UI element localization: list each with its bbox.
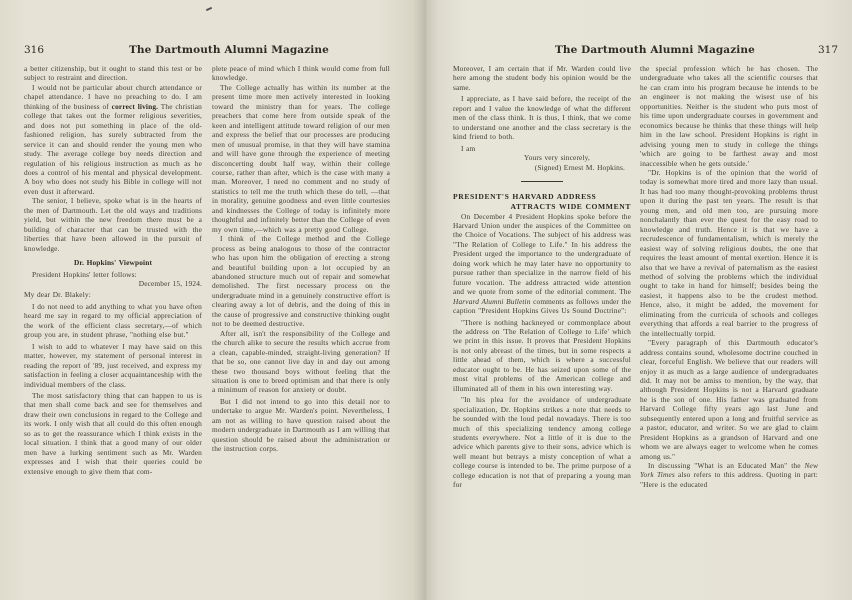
paragraph: I would not be particular about church attendance or chapel attendance. I have no preaching to do. I am thinking of the business of correct living. The christian college that takes out the former religious severities, and does not put something in place of the old-fashioned religion, has surely subtracted from the service it can and should render the young men who study. The average college boy needs direction and regulation of his religious instruction as much as he does a control of his mental and physical development. A boy who does not study his Bible in college will not even dust it afterward. — [24, 82, 202, 196]
bold-phrase: correct living. — [111, 101, 159, 111]
intro-line: President Hopkins' letter follows: — [32, 269, 137, 279]
paragraph: I do not need to add anything to what you have often heard me say in regard to my official appreciation of the work of the efficient class secretary,—of which group you are, in student phrase, "nothing else but." — [24, 301, 202, 340]
article-title-line-1: PRESIDENT'S HARVARD ADDRESS — [453, 191, 597, 201]
signature: (Signed) Ernest M. Hopkins. — [534, 162, 625, 172]
paragraph: plete peace of mind which I think would come from full knowledge. — [212, 64, 390, 83]
paragraph: The College actually has within its number at the present time more men actively interested in looking toward the ministry than for years. The college preachers that come here from outside speak of the keen and intelligent attitude toward religion of our men and express the belief that our processes are producing men of unusual promise, in that they will have stamina and will have gone through the experience of meeting disconcerting doubt half way, within their college course, rather than after, which is the case with many a man. Moreover, I need no comment and no study of statistics to tell me the truth which these do tell, —that in morality, genuine goodness and even little courtesies and kindnesses the College of today is infinitely more thoughtful and infinitely better than the College of even my own time,—which was a pretty good College. — [212, 82, 390, 234]
running-head-left: The Dartmouth Alumni Magazine — [129, 44, 329, 56]
paragraph: The senior, I believe, spoke what is in the hearts of the men of Dartmouth. Let the old ways and traditions yield, but within the new freedom there must be a building of character that can be trusted with the liberties that have been allowed in the pursuit of knowledge. — [24, 196, 202, 253]
article-title-line-2: ATTRACTS WIDE COMMENT — [510, 201, 631, 211]
stray-mark — [206, 7, 212, 11]
paragraph: a better citizenship, but it ought to stand this test or be subject to restraint and direction. — [24, 64, 202, 83]
paragraph: On December 4 President Hopkins spoke before the Harvard Union under the auspices of the Committee on the Choice of Vocations. The subject of his address was "The Relation of College to Life." In his address the President urged the importance to the undergraduate of doing work which he may later have no opportunity to pursue rather than specialize in the narrow field of his future vocation. The address attracted wide attention and we quote from some of the editorial comment. The Harvard Alumni Bulletin comments as follows under the caption "President Hopkins Gives Us Sound Doctrine": — [453, 211, 631, 316]
right-page-column-2 — [640, 64, 818, 489]
salutation: My dear Dr. Blakely: — [24, 290, 91, 300]
section-divider — [521, 181, 563, 182]
paragraph: But I did not intend to go into this detail nor to undertake to argue Mr. Warden's point. Nevertheless, I am not as willing to have question raised about the modern undergraduate in Dartmouth as I am willing that question should be raised about the administration or the instruction corps. — [212, 396, 390, 454]
running-head-right: The Dartmouth Alumni Magazine — [555, 44, 755, 56]
paragraph: I think of the College method and the College process as being analogous to those of the contractor who has upon him the obligation of erecting a strong and beautiful building upon a lot occupied by an abandoned structure much out of repair and somewhat demolished. The first necessary process on the undergraduate mind in a genuinely constructive effort is clearing away a lot of debris, and the doing of this in the cause of progressive and constructive thinking ought not to be deemed destructive. — [212, 234, 390, 329]
right-page — [426, 0, 852, 600]
paragraph: I wish to add to whatever I may have said on this matter, however, my statement of personal interest in reading the report of '89, just received, and express my satisfaction in feeling a closer acquaintanceship with the individual members of the class. — [24, 341, 202, 389]
paragraph: the special profession which he has chosen. The undergraduate who takes all the scientific courses that he can cram into his program because he intends to be an engineer is not making the wisest use of his opportunities. Neither is the student who puts most of his time upon undergraduate courses in government and economics because he thinks that these things will help him in the law school. President Hopkins is right in advising young men to study in college the things 'which are going to be farthest away and most inaccessible when he gets outside.' — [640, 64, 818, 168]
left-page-column-2 — [212, 64, 390, 454]
closing-i-am: I am — [461, 143, 476, 153]
closing: Yours very sincerely, — [524, 153, 590, 163]
subheading: Dr. Hopkins' Viewpoint — [73, 258, 153, 268]
paragraph: In discussing "What is an Educated Man" the New York Times also refers to this address. Quoting in part: "Here is the educated — [640, 461, 818, 489]
letter-date: December 15, 1924. — [138, 278, 202, 288]
page-number-right: 317 — [818, 44, 839, 56]
paragraph: The most satisfactory thing that can happen to us is that men shall come back and see for themselves and draw their own conclusions in regard to the College and its work. I only wish that all could do this often enough so as to get the reassurance which I think exists in the local situation. I think that a good many of our older men have a lurking sentiment such as Mr. Warden expresses and I wish that their queries could be extensive enough to give them that com- — [24, 390, 202, 476]
paragraph: Moreover, I am certain that if Mr. Warden could live here among the student body his opinion would be the same. — [453, 64, 631, 92]
page-number-left: 316 — [24, 44, 45, 56]
paragraph: "Dr. Hopkins is of the opinion that the world of today is somewhat more tired and more lazy than usual. It has had too many thought-provoking problems thrust upon it during the past ten years. The result is that young men, and old men too, are pursuing more nonchalantly than ever the quest for the easy road to knowledge and truth. Hence it is that we have a recrudescence of fundamentalism, which is merely the easiest way of solving religious doubts, the one that requires the least amount of mental exertion. Hence it is also that we have a revival of paternalism as the easiest method of solving the problems which the individual ought to take in hand for himself; besides being the easiest, it happens also to be the crudest method. Hence, also, it might be added, the movement for eliminating from the curricula of schools and colleges everything that affords a real barrier to the progress of the intellectually torpid. — [640, 167, 818, 338]
paragraph: I appreciate, as I have said before, the receipt of the report and I value the knowledge of what the different men of the class think. It is thus, I think, that we come to understand one another and the class secretary is the kind friend to both. — [453, 94, 631, 142]
paragraph: "Every paragraph of this Dartmouth educator's address contains sound, wholesome doctrine couched in clear, forceful English. We believe that our readers will enjoy it as much as a large audience of undergraduates did. It may not be amiss to mention, by the way, that although President Hopkins is not a Harvard graduate he is the son of one. His father was graduated from Harvard College fifty years ago last June and subsequently entered upon a long and fruitful service as a pastor, educator, and writer. So we are glad to claim President Hopkins as a grandson of Harvard and one whom we are always eager to welcome when he comes among us." — [640, 338, 818, 461]
paragraph: "In his plea for the avoidance of undergraduate specialization, Dr. Hopkins strikes a note that needs to be sounded with the loud pedal nowadays. There is too much of this specializing tendency among college students everywhere. Not a little of it is due to the advice which parents give to their sons, advice which is well meant but betrays a misty conception of what a college course is intended to be. The prime purpose of a college education is not that of preparing a young man for — [453, 395, 631, 490]
italic-title: Harvard Alumni Bulletin — [453, 296, 531, 306]
paragraph: "There is nothing hackneyed or commonplace about the address on 'The Relation of College to Life' which we print in this issue. It proves that President Hopkins is not only abreast of the times, but in some respects a little ahead of them, which is where a successful educator ought to be. He has seized upon some of the most vital problems of the American college and illuminated all of them in his own interesting way. — [453, 317, 631, 393]
right-page-column-1 — [453, 64, 631, 490]
italic-title: New York Times — [640, 461, 818, 480]
paragraph: After all, isn't the responsibility of the College and the church alike to secure the results which accrue from a clean, capable-minded, straight-living generation? If that be so, one cannot live day in and day out among these two thousand boys without feeling that the situation is one to breed optimism and that there is only a minimum of reason for anxiety or doubt. — [212, 328, 390, 395]
left-page-column-1 — [24, 64, 202, 476]
